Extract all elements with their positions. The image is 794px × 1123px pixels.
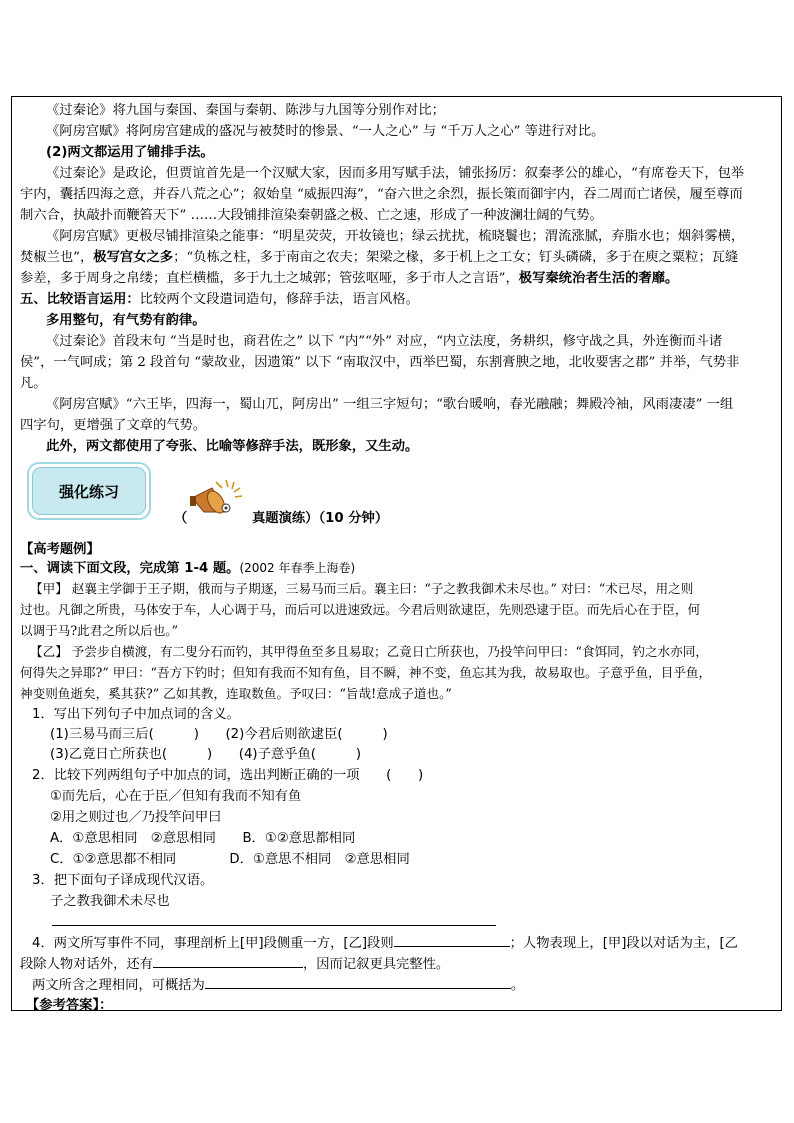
text-span: ；“负栋之柱，多于南亩之农夫；架梁之椽，多于机上之工女；钉头磷磷，多于在庾之粟粒；瓦缝 bbox=[173, 250, 739, 265]
question-title-text: 一、调读下面文段，完成第 1-4 题。 bbox=[20, 561, 240, 576]
question-3: 3．把下面句子译成现代汉语。 bbox=[32, 873, 214, 888]
question-4 bbox=[20, 974, 790, 996]
answer-blank[interactable] bbox=[205, 974, 511, 989]
text-line: 宇内，囊括四海之意，并吞八荒之心”；叙始皇 “威振四海”，“奋六世之余烈，振长策而御宇内，吞二周而亡诸侯，履至尊而 bbox=[20, 187, 743, 202]
text-line: 《过秦论》将九国与秦国、秦国与秦朝、陈涉与九国等分别作对比； bbox=[46, 103, 445, 118]
question-2-options: C．①②意思都不相同 D．①意思不相同 ②意思相同 bbox=[50, 852, 410, 867]
answer-line[interactable] bbox=[52, 925, 496, 926]
emphasis-text: 极写秦统治者生活的奢靡。 bbox=[518, 271, 679, 286]
section-heading bbox=[20, 289, 778, 310]
passage-line: 过也。凡御之所贵，马体安于车，人心调于马，而后可以进速致远。今君后则欲逮臣，先则恐逮于臣。而先后心在于臣，何 bbox=[20, 602, 701, 617]
question-1: 1．写出下列句子中加点词的含义。 bbox=[32, 707, 240, 722]
practice-badge bbox=[27, 462, 151, 520]
text-line bbox=[20, 268, 778, 289]
question-source: (2002 年春季上海卷) bbox=[239, 561, 356, 575]
q4-text: 。 bbox=[510, 978, 525, 993]
exam-header: 【高考题例】 bbox=[20, 542, 100, 557]
question-3-sentence: 子之教我御术未尽也 bbox=[50, 894, 170, 909]
text-line bbox=[20, 247, 778, 268]
emphasis-line: 多用整句，有气势有韵律。 bbox=[46, 313, 206, 328]
text-span: 比较两个文段遣词造句，修辞手法，语言风格。 bbox=[139, 292, 419, 307]
passage-line: 神变则鱼逝矣，奚其获?” 乙如其教，连取数鱼。予叹曰：“旨哉!意成子道也。” bbox=[20, 686, 452, 701]
answer-header: 【参考答案】： bbox=[26, 998, 113, 1013]
question-title bbox=[20, 558, 778, 579]
text-line: 《阿房宫赋》将阿房宫建成的盛况与被焚时的惨景、“一人之心” 与 “千万人之心” 等进行对比。 bbox=[46, 124, 605, 139]
text-line: 四字句，更增强了文章的气势。 bbox=[20, 418, 207, 433]
q4-text: 两文所含之理相同，可概括为 bbox=[32, 978, 205, 993]
question-4 bbox=[20, 932, 790, 954]
section-heading: (2)两文都运用了铺排手法。 bbox=[46, 145, 214, 160]
answer-blank[interactable] bbox=[153, 953, 303, 968]
passage-line: 以调于马?此君之所以后也。” bbox=[20, 623, 179, 638]
q4-text: 4．两文所写事件不同，事理剖析上[甲]段侧重一方，[乙]段则 bbox=[32, 936, 394, 951]
emphasis-line: 此外，两文都使用了夸张、比喻等修辞手法，既形象，又生动。 bbox=[46, 439, 419, 454]
text-span: 参差，多于周身之帛缕；直栏横槛，多于九土之城郭；管弦呕哑，多于市人之言语”， bbox=[20, 271, 519, 286]
q4-text: ，因而记叙更具完整性。 bbox=[302, 957, 450, 972]
passage-line: 何得失之异耶?” 甲曰：“吾方下钓时；但知有我而不知有鱼，目不瞬，神不变，鱼忘其为我，故易取也。子意乎鱼，目乎鱼， bbox=[20, 665, 712, 680]
emphasis-text: 极写宫女之多 bbox=[93, 250, 174, 265]
q4-text: ；人物表现上，[甲]段以对话为主，[乙 bbox=[509, 936, 738, 951]
question-4 bbox=[20, 953, 778, 975]
practice-open: （ bbox=[174, 511, 188, 526]
text-line: 《阿房宫赋》“六王毕，四海一，蜀山兀，阿房出” 一组三字短句；“歌台暖响，春光融融；舞殿冷袖，风雨凄凄” 一组 bbox=[46, 397, 734, 412]
answer-blank[interactable] bbox=[394, 932, 510, 947]
text-line: 《过秦论》首段末句 “当是时也，商君佐之” 以下 “内”“外” 对应，“内立法度，务耕织，修守战之具，外连衡而斗诸 bbox=[46, 334, 723, 349]
passage-line: 【甲】 赵襄主学御于王子期，俄而与子期逐，三易马而三后。襄主曰：“子之教我御术未尽也。” 对曰：“术已尽，用之则 bbox=[30, 581, 694, 596]
heading-label: 五、比较语言运用： bbox=[20, 292, 140, 307]
question-2: 2．比较下列两组句子中加点的词，选出判断正确的一项 ( ) bbox=[32, 768, 424, 783]
text-span: 焚椒兰也”， bbox=[20, 250, 94, 265]
text-line: 《过秦论》是政论，但贾谊首先是一个汉赋大家，因而多用写赋手法，铺张扬厉：叙秦孝公的雄心，“有席卷天下，包举 bbox=[46, 166, 745, 181]
text-line: 凡。 bbox=[20, 376, 47, 391]
question-1-items: (3)乙竟日亡所获也( ) (4)子意乎鱼( ) bbox=[50, 747, 362, 762]
badge-label: 强化练习 bbox=[32, 467, 146, 515]
text-line: 制六合，执敲扑而鞭笞天下” ……大段铺排渲染秦朝盛之极、亡之速，形成了一种波澜壮阔的气势。 bbox=[20, 208, 603, 223]
megaphone-icon bbox=[186, 478, 252, 518]
practice-title: 真题演练）（10 分钟） bbox=[252, 511, 389, 526]
question-1-items: (1)三易马而三后( ) (2)今君后则欲逮臣( ) bbox=[50, 727, 388, 742]
text-line: 《阿房宫赋》更极尽铺排渲染之能事：“明星荧荧，开妆镜也；绿云扰扰，梳晓鬟也；渭流涨腻，弃脂水也；烟斜雾横， bbox=[46, 229, 745, 244]
q4-text: 段除人物对话外，还有 bbox=[20, 957, 153, 972]
question-2-pair: ①而先后，心在于臣／但知有我而不知有鱼 bbox=[50, 789, 302, 804]
question-2-pair: ②用之则过也／乃投竿问甲曰 bbox=[50, 810, 222, 825]
passage-line: 【乙】 予尝步自横渡，有二叟分石而钓，其甲得鱼至多且易取；乙竟日亡所获也，乃投竿问甲曰：“食饵同，钓之水亦同， bbox=[30, 644, 708, 659]
text-line: 侯”，一气呵成；第 2 段首句 “蒙故业，因遗策” 以下 “南取汉中，西举巴蜀，东割膏腴之地，北收要害之郡” 并举，气势非 bbox=[20, 355, 740, 370]
question-2-options: A．①意思相同 ②意思相同 B．①②意思都相同 bbox=[50, 831, 356, 846]
